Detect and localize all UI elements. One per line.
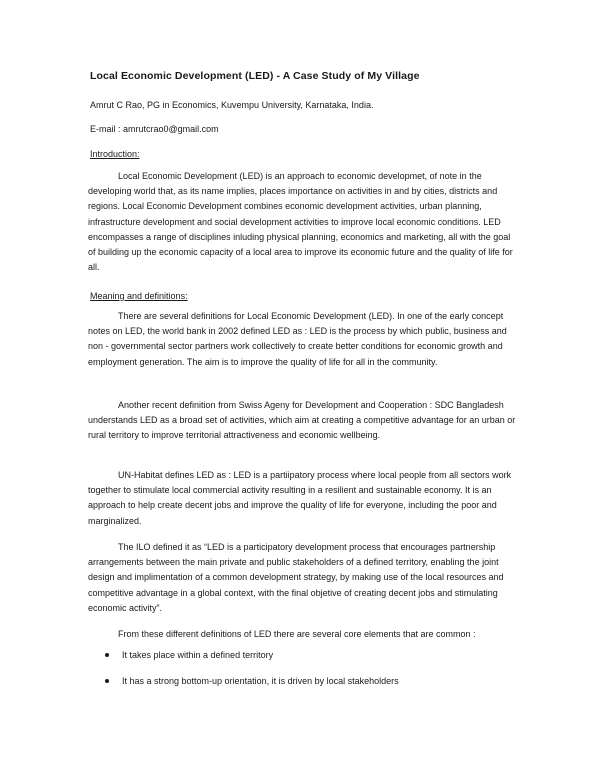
bullet-dot-icon bbox=[105, 653, 109, 657]
intro-paragraph: Local Economic Development (LED) is an approach to economic developmet, of note in the developing world that, as its name implies, places importance on activities in and by cities, districts and regions. Local Economic Development combines economic development activities, urban planning, infrastructure development and social development activities to improve local economic conditions. LED encompasses a range of disciplines inluding physical planning, economics and marketing, all with the goal of building up the economic capacity of a local area to improve its economic future and the quality of life for all. bbox=[88, 171, 513, 273]
introduction-heading: Introduction: bbox=[90, 149, 140, 159]
definition-paragraph-sdc: Another recent definition from Swiss Ageny for Development and Cooperation : SDC Bangladesh understands LED as a broad set of activities, which aim at creating a competitive advantage for an urban or rural territory to improve territorial attractiveness and economic wellbeing. bbox=[88, 400, 516, 441]
bullet-text: It has a strong bottom-up orientation, it is driven by local stakeholders bbox=[122, 676, 399, 686]
email-line: E-mail : amrutcrao0@gmail.com bbox=[90, 124, 219, 134]
meaning-heading: Meaning and definitions: bbox=[90, 291, 188, 301]
definition-paragraph-worldbank: There are several definitions for Local Economic Development (LED). In one of the early concept notes on LED, the world bank in 2002 defined LED as : LED is the process by which public, business and non - governmental sector partners work collectively to create better conditions for economic growth and employment generation. The aim is to improve the quality of life for all in the community. bbox=[88, 311, 507, 367]
document-title: Local Economic Development (LED) - A Case Study of My Village bbox=[90, 70, 420, 82]
core-elements-intro: From these different definitions of LED there are several core elements that are common : bbox=[118, 629, 476, 639]
definition-paragraph-unhabitat: UN-Habitat defines LED as : LED is a partiipatory process where local people from all sectors work together to stimulate local commercial activity resulting in a resilient and sustainable economy. It is an approach to help create decent jobs and improve the quality of life for everyone, including the poor and marginalized. bbox=[88, 470, 512, 526]
bullet-text: It takes place within a defined territory bbox=[122, 650, 274, 660]
bullet-item bbox=[105, 650, 273, 660]
bullet-dot-icon bbox=[105, 679, 109, 683]
author-line: Amrut C Rao, PG in Economics, Kuvempu University, Karnataka, India. bbox=[90, 100, 374, 110]
bullet-item bbox=[105, 676, 399, 686]
definition-paragraph-ilo: The ILO defined it as “LED is a participatory development process that encourages partnership arrangements between the main private and public stakeholders of a defined territory, enabling the joint design and implimentation of a common development strategy, by making use of the local resources and competitive advantage in a global context, with the final objetive of creating decent jobs and stimulating economic activity”. bbox=[88, 542, 504, 613]
